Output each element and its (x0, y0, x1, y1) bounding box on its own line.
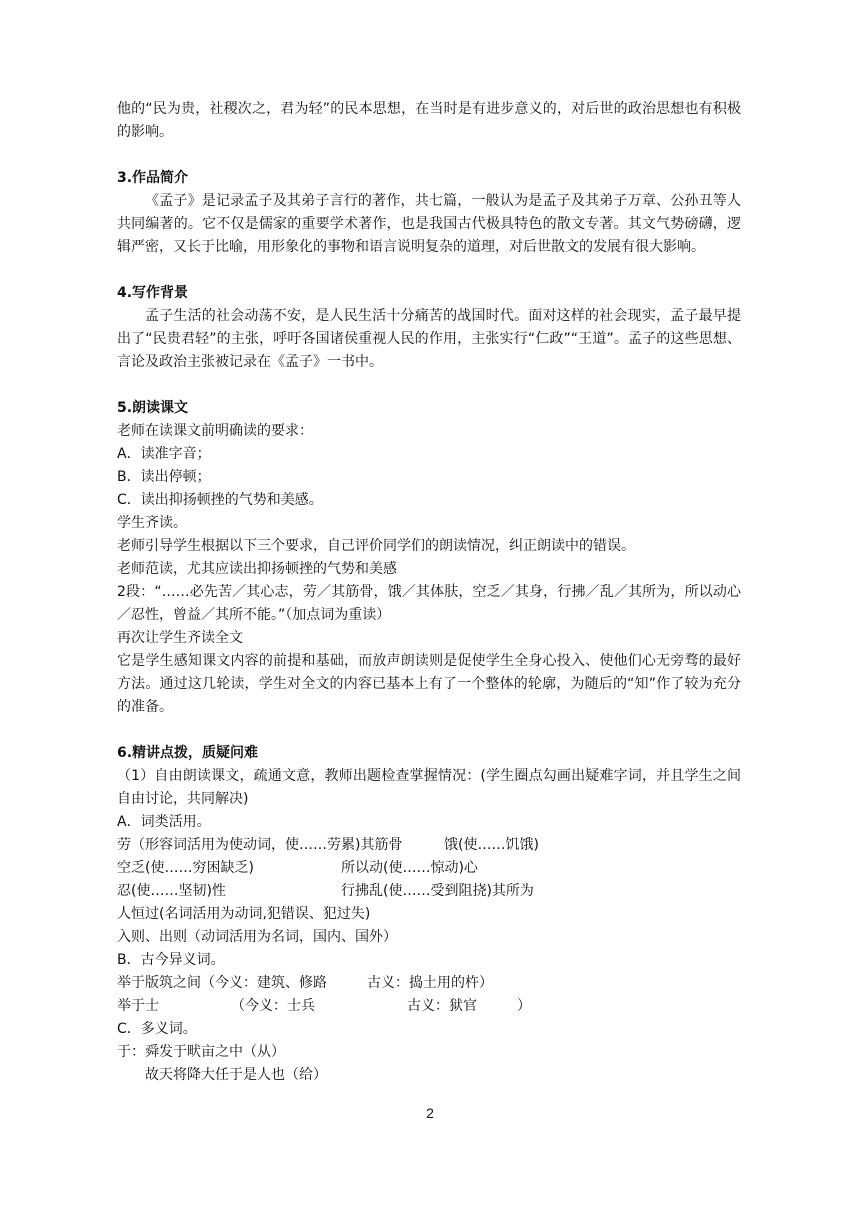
text-line: 老师范读，尤其应读出抑扬顿挫的气势和美感 (117, 561, 397, 577)
section-heading-3: 3.作品简介 (117, 170, 189, 186)
text-line: 老师在读课文前明确读的要求： (117, 423, 313, 439)
text-line: 2段：“……必先苦／其心志，劳／其筋骨，饿／其体肤，空乏／其身，行拂／乱／其所为，所以动心／忍性，曾益／其所不能。”（加点词为重读） (117, 584, 741, 623)
text-line: 人恒过(名词活用为动词,犯错误、犯过失) (117, 906, 371, 922)
table-row (117, 972, 741, 995)
text-line: 它是学生感知课文内容的前提和基础，而放声朗读则是促使学生全身心投入、使他们心无旁骛的最好方法。通过这几轮读，学生对全文的内容已基本上有了一个整体的轮廓，为随后的“知”作了较为充分的准备。 (117, 653, 741, 715)
row-cell: 举于士 (117, 998, 159, 1014)
row-cell: 所以动(使……惊动)心 (341, 860, 478, 876)
row-cell: （今义：士兵 (231, 998, 315, 1014)
table-row (117, 834, 741, 857)
row-cell: 古义：狱官 (407, 998, 477, 1014)
row-cell: 忍(使……坚韧)性 (117, 883, 226, 899)
text-line: A．词类活用。 (117, 814, 211, 830)
text-line: 入则、出则（动词活用为名词，国内、国外） (117, 929, 397, 945)
row-cell: 行拂乱(使……受到阻挠)其所为 (341, 883, 534, 899)
text-line: 再次让学生齐读全文 (117, 630, 243, 646)
section-heading-6: 6.精讲点拨，质疑问难 (117, 745, 259, 761)
text-line: C．读出抑扬顿挫的气势和美感。 (117, 492, 323, 508)
section-4-paragraph: 孟子生活的社会动荡不安，是人民生活十分痛苦的战国时代。面对这样的社会现实，孟子最早提出了“民贵君轻”的主张，呼吁各国诸侯重视人民的作用，主张实行“仁政”“王道”。孟子的这些思想、言论及政治主张被记录在《孟子》一书中。 (117, 308, 741, 370)
intro-paragraph: 他的“民为贵，社稷次之，君为轻”的民本思想，在当时是有进步意义的，对后世的政治思想也有积极的影响。 (117, 101, 741, 140)
text-line: A．读准字音； (117, 446, 211, 462)
text-line: B．古今异义词。 (117, 952, 225, 968)
page-number: 2 (426, 1105, 434, 1121)
row-cell: 举于版筑之间（今义：建筑、修路 (117, 975, 327, 991)
table-row (117, 995, 741, 1018)
row-cell: 饿(使……饥饿) (444, 837, 539, 853)
section-heading-4: 4.写作背景 (117, 285, 189, 301)
table-row (117, 880, 741, 903)
page-content (117, 98, 741, 1087)
text-line: B．读出停顿； (117, 469, 211, 485)
row-cell: ） (517, 998, 531, 1014)
text-line: 学生齐读。 (117, 515, 187, 531)
text-line: C．多义词。 (117, 1021, 197, 1037)
table-row (117, 857, 741, 880)
row-cell: 劳（形容词活用为使动词，使……劳累)其筋骨 (117, 837, 403, 853)
text-line: 故天将降大任于是人也（给） (145, 1067, 327, 1083)
row-cell: 古义：捣土用的杵） (367, 975, 493, 991)
section-3-paragraph: 《孟子》是记录孟子及其弟子言行的著作，共七篇，一般认为是孟子及其弟子万章、公孙丑等人共同编著的。它不仅是儒家的重要学术著作，也是我国古代极具特色的散文专著。其文气势磅礴，逻辑严密，又长于比喻，用形象化的事物和语言说明复杂的道理，对后世散文的发展有很大影响。 (117, 193, 741, 255)
text-line: 于：舜发于畎亩之中（从） (117, 1044, 285, 1060)
section-heading-5: 5.朗读课文 (117, 400, 189, 416)
text-line: （1）自由朗读课文，疏通文意，教师出题检查掌握情况：(学生圈点勾画出疑难字词，并且学生之间自由讨论，共同解决) (117, 768, 741, 807)
text-line: 老师引导学生根据以下三个要求，自己评价同学们的朗读情况，纠正朗读中的错误。 (117, 538, 635, 554)
row-cell: 空乏(使……穷困缺乏) (117, 860, 254, 876)
